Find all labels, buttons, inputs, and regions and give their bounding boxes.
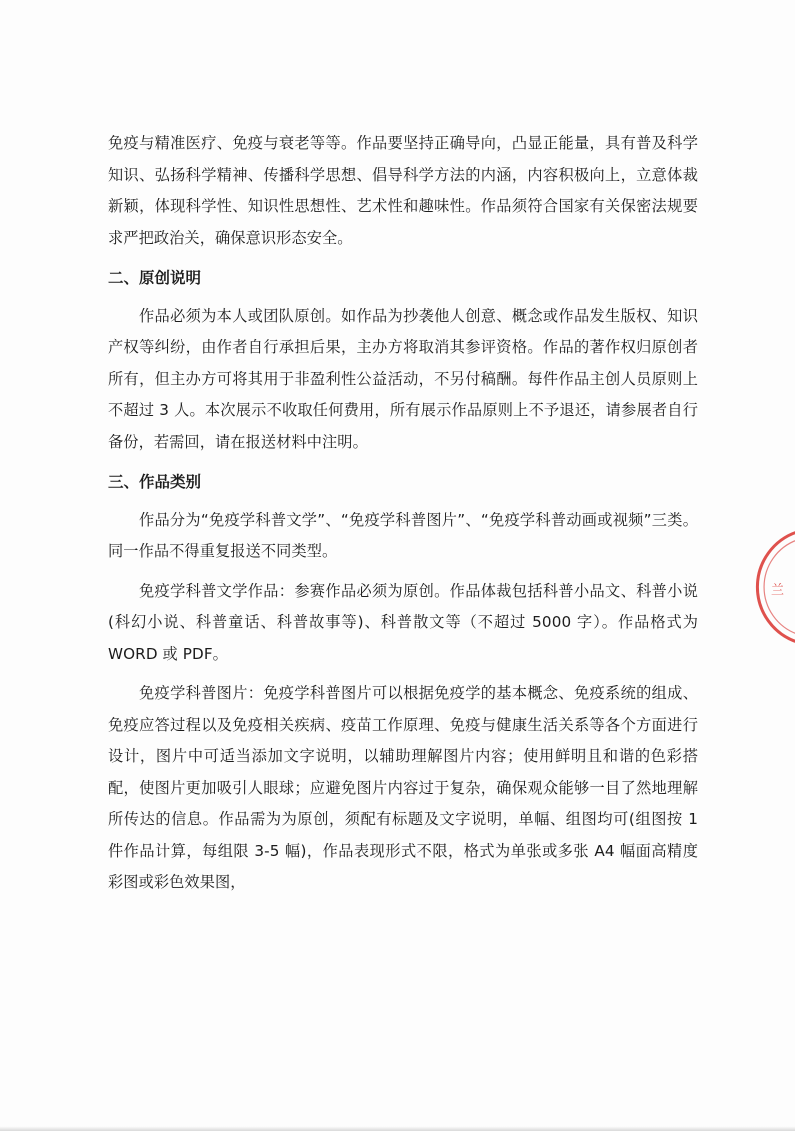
section-heading-categories: 三、作品类别	[108, 473, 202, 491]
originality-paragraph: 作品必须为本人或团队原创。如作品为抄袭他人创意、概念或作品发生版权、知识产权等纠纷，由作者自行承担后果，主办方将取消其参评资格。作品的著作权归原创者所有，但主办方可将其用于非盈利性公益活动，不另付稿酬。每件作品主创人员原则上不超过 3 人。本次展示不收取任何费用，所有展示作品原则上不予退还，请参展者自行备份，若需回，请在报送材料中注明。	[108, 306, 698, 451]
official-seal-fragment	[753, 528, 795, 646]
svg-text:兰: 兰	[771, 583, 785, 598]
literature-paragraph: 免疫学科普文学作品：参赛作品必须为原创。作品体裁包括科普小品文、科普小说(科幻小说、科普童话、科普故事等)、科普散文等（不超过 5000 字）。作品格式为 WORD 或 PDF。	[108, 581, 698, 663]
document-body	[108, 128, 698, 899]
categories-paragraph: 作品分为“免疫学科普文学”、“免疫学科普图片”、“免疫学科普动画或视频”三类。同一作品不得重复报送不同类型。	[108, 510, 698, 560]
intro-paragraph: 免疫与精准医疗、免疫与衰老等等。作品要坚持正确导向，凸显正能量，具有普及科学知识、弘扬科学精神、传播科学思想、倡导科学方法的内涵，内容积极向上，立意体裁新颖，体现科学性、知识性思想性、艺术性和趣味性。作品须符合国家有关保密法规要求严把政治关，确保意识形态安全。	[108, 134, 698, 247]
scan-bottom-edge	[0, 1126, 795, 1131]
section-heading-originality: 二、原创说明	[108, 269, 202, 287]
image-paragraph: 免疫学科普图片：免疫学科普图片可以根据免疫学的基本概念、免疫系统的组成、免疫应答过程以及免疫相关疾病、疫苗工作原理、免疫与健康生活关系等各个方面进行设计，图片中可适当添加文字说明，以辅助理解图片内容；使用鲜明且和谐的色彩搭配，使图片更加吸引人眼球；应避免图片内容过于复杂，确保观众能够一目了然地理解所传达的信息。作品需为为原创，须配有标题及文字说明，单幅、组图均可(组图按 1 件作品计算，每组限 3-5 幅)，作品表现形式不限，格式为单张或多张 A4 幅面高精度彩图或彩色效果图，	[108, 684, 698, 891]
seal-stamp-icon	[753, 528, 795, 646]
